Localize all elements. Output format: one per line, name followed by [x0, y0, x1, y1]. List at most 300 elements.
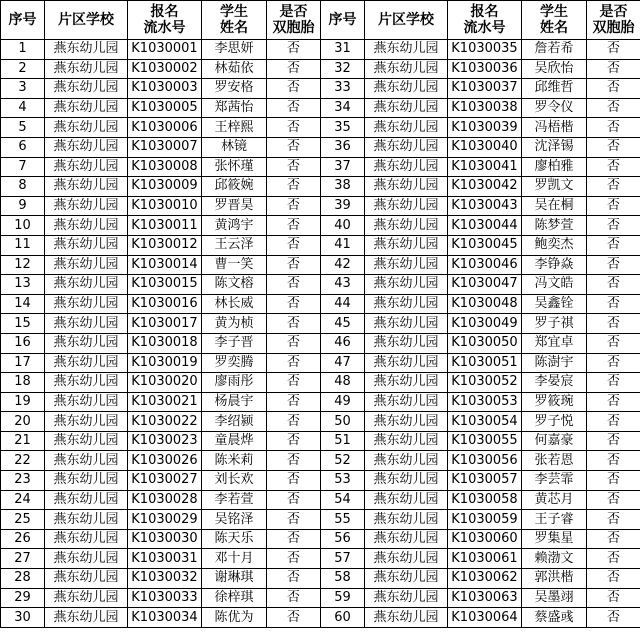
- cell-twin: 否: [587, 529, 640, 549]
- header-num-label-2: 流水号: [143, 20, 186, 36]
- cell-twin: 否: [587, 118, 640, 138]
- cell-twin: 否: [267, 157, 321, 177]
- cell-school: 燕东幼儿园: [45, 490, 128, 510]
- cell-school: 燕东幼儿园: [45, 216, 128, 236]
- cell-twin: 否: [267, 79, 321, 99]
- cell-name: 陈文榕: [202, 275, 267, 295]
- cell-name: 吴墨翊: [522, 588, 587, 608]
- cell-school: 燕东幼儿园: [365, 490, 448, 510]
- cell-seq: 35: [321, 118, 365, 138]
- cell-name: 王梓熙: [202, 118, 267, 138]
- cell-school: 燕东幼儿园: [45, 294, 128, 314]
- cell-name: 吴在桐: [522, 196, 587, 216]
- cell-num: K1030033: [128, 588, 202, 608]
- cell-name: 罗安格: [202, 79, 267, 99]
- cell-num: K1030027: [128, 471, 202, 491]
- cell-twin: 否: [587, 353, 640, 373]
- cell-twin: 否: [587, 137, 640, 157]
- header-twin-label-1: 是否: [279, 4, 308, 20]
- header-row: [1, 1, 640, 40]
- cell-twin: 否: [587, 373, 640, 393]
- cell-school: 燕东幼儿园: [45, 373, 128, 393]
- header-name-right: [522, 1, 587, 40]
- cell-twin: 否: [267, 353, 321, 373]
- cell-school: 燕东幼儿园: [45, 177, 128, 197]
- cell-school: 燕东幼儿园: [365, 118, 448, 138]
- header-twin-label-1: 是否: [599, 4, 628, 20]
- cell-name: 谢琳琪: [202, 569, 267, 589]
- cell-num: K1030022: [128, 412, 202, 432]
- header-name-left: [202, 1, 267, 40]
- cell-seq: 16: [1, 333, 45, 353]
- cell-seq: 40: [321, 216, 365, 236]
- cell-num: K1030043: [448, 196, 522, 216]
- cell-school: 燕东幼儿园: [45, 451, 128, 471]
- cell-seq: 2: [1, 59, 45, 79]
- cell-num: K1030059: [448, 510, 522, 530]
- cell-seq: 3: [1, 79, 45, 99]
- cell-school: 燕东幼儿园: [45, 471, 128, 491]
- cell-seq: 20: [1, 412, 45, 432]
- cell-twin: 否: [587, 79, 640, 99]
- cell-seq: 54: [321, 490, 365, 510]
- cell-num: K1030035: [448, 40, 522, 60]
- cell-name: 罗令仪: [522, 98, 587, 118]
- cell-twin: 否: [267, 255, 321, 275]
- cell-twin: 否: [267, 333, 321, 353]
- cell-num: K1030050: [448, 333, 522, 353]
- cell-twin: 否: [267, 196, 321, 216]
- table-row: [1, 275, 640, 295]
- cell-seq: 22: [1, 451, 45, 471]
- cell-name: 黄鸿宇: [202, 216, 267, 236]
- cell-num: K1030062: [448, 569, 522, 589]
- cell-school: 燕东幼儿园: [365, 451, 448, 471]
- cell-seq: 53: [321, 471, 365, 491]
- cell-twin: 否: [267, 177, 321, 197]
- header-name-label-2: 姓名: [220, 20, 248, 36]
- cell-num: K1030016: [128, 294, 202, 314]
- cell-seq: 36: [321, 137, 365, 157]
- cell-seq: 28: [1, 569, 45, 589]
- header-twin-label-2: 双胞胎: [272, 20, 315, 36]
- cell-twin: 否: [267, 431, 321, 451]
- cell-seq: 58: [321, 569, 365, 589]
- table-row: [1, 529, 640, 549]
- table-row: [1, 353, 640, 373]
- cell-twin: 否: [587, 235, 640, 255]
- table-row: [1, 235, 640, 255]
- cell-school: 燕东幼儿园: [365, 275, 448, 295]
- header-num-right: [448, 1, 522, 40]
- cell-twin: 否: [587, 59, 640, 79]
- cell-num: K1030021: [128, 392, 202, 412]
- cell-school: 燕东幼儿园: [365, 79, 448, 99]
- cell-name: 邱维哲: [522, 79, 587, 99]
- cell-school: 燕东幼儿园: [365, 412, 448, 432]
- cell-num: K1030034: [128, 608, 202, 628]
- cell-school: 燕东幼儿园: [365, 431, 448, 451]
- cell-seq: 50: [321, 412, 365, 432]
- cell-seq: 47: [321, 353, 365, 373]
- cell-school: 燕东幼儿园: [45, 353, 128, 373]
- cell-num: K1030032: [128, 569, 202, 589]
- cell-name: 曹一笑: [202, 255, 267, 275]
- table-row: [1, 98, 640, 118]
- cell-num: K1030064: [448, 608, 522, 628]
- header-school-label: 片区学校: [378, 12, 434, 28]
- cell-num: K1030058: [448, 490, 522, 510]
- cell-name: 邱筱婉: [202, 177, 267, 197]
- cell-name: 徐梓琪: [202, 588, 267, 608]
- cell-seq: 19: [1, 392, 45, 412]
- header-twin-right: [587, 1, 640, 40]
- cell-school: 燕东幼儿园: [365, 471, 448, 491]
- cell-seq: 56: [321, 529, 365, 549]
- cell-seq: 57: [321, 549, 365, 569]
- cell-seq: 30: [1, 608, 45, 628]
- table-row: [1, 412, 640, 432]
- header-name-label-2: 姓名: [540, 20, 568, 36]
- cell-name: 冯文皓: [522, 275, 587, 295]
- cell-school: 燕东幼儿园: [45, 137, 128, 157]
- cell-twin: 否: [587, 294, 640, 314]
- cell-num: K1030060: [448, 529, 522, 549]
- cell-seq: 7: [1, 157, 45, 177]
- cell-num: K1030030: [128, 529, 202, 549]
- cell-name: 罗晋昊: [202, 196, 267, 216]
- header-num-left: [128, 1, 202, 40]
- cell-name: 廖雨彤: [202, 373, 267, 393]
- cell-twin: 否: [267, 118, 321, 138]
- table-row: [1, 608, 640, 628]
- cell-school: 燕东幼儿园: [365, 314, 448, 334]
- cell-name: 林镜: [202, 137, 267, 157]
- header-seq-label: 序号: [328, 12, 357, 28]
- cell-name: 林长威: [202, 294, 267, 314]
- cell-name: 李子晋: [202, 333, 267, 353]
- cell-seq: 10: [1, 216, 45, 236]
- cell-seq: 31: [321, 40, 365, 60]
- cell-twin: 否: [267, 549, 321, 569]
- cell-twin: 否: [587, 588, 640, 608]
- cell-num: K1030052: [448, 373, 522, 393]
- header-seq-label: 序号: [8, 12, 37, 28]
- cell-seq: 29: [1, 588, 45, 608]
- cell-name: 张若恩: [522, 451, 587, 471]
- cell-seq: 18: [1, 373, 45, 393]
- cell-twin: 否: [587, 40, 640, 60]
- cell-name: 林茹依: [202, 59, 267, 79]
- cell-twin: 否: [587, 157, 640, 177]
- cell-school: 燕东幼儿园: [365, 137, 448, 157]
- cell-name: 陈优为: [202, 608, 267, 628]
- cell-seq: 11: [1, 235, 45, 255]
- cell-num: K1030023: [128, 431, 202, 451]
- cell-twin: 否: [587, 510, 640, 530]
- cell-num: K1030037: [448, 79, 522, 99]
- cell-num: K1030040: [448, 137, 522, 157]
- cell-num: K1030015: [128, 275, 202, 295]
- cell-name: 廖柏雅: [522, 157, 587, 177]
- cell-school: 燕东幼儿园: [45, 79, 128, 99]
- header-twin-label-2: 双胞胎: [592, 20, 635, 36]
- cell-seq: 26: [1, 529, 45, 549]
- cell-name: 黄芯月: [522, 490, 587, 510]
- cell-school: 燕东幼儿园: [45, 333, 128, 353]
- cell-name: 童晨烨: [202, 431, 267, 451]
- cell-twin: 否: [267, 471, 321, 491]
- cell-school: 燕东幼儿园: [365, 392, 448, 412]
- table-row: [1, 451, 640, 471]
- table-row: [1, 294, 640, 314]
- cell-school: 燕东幼儿园: [45, 510, 128, 530]
- cell-num: K1030009: [128, 177, 202, 197]
- header-seq-left: [1, 1, 45, 40]
- cell-seq: 9: [1, 196, 45, 216]
- cell-num: K1030044: [448, 216, 522, 236]
- cell-twin: 否: [267, 314, 321, 334]
- cell-name: 吴铭泽: [202, 510, 267, 530]
- cell-num: K1030039: [448, 118, 522, 138]
- cell-seq: 8: [1, 177, 45, 197]
- cell-school: 燕东幼儿园: [365, 333, 448, 353]
- table-row: [1, 177, 640, 197]
- cell-seq: 48: [321, 373, 365, 393]
- cell-twin: 否: [587, 569, 640, 589]
- header-name-label-1: 学生: [540, 4, 568, 20]
- cell-school: 燕东幼儿园: [365, 98, 448, 118]
- cell-school: 燕东幼儿园: [365, 588, 448, 608]
- cell-num: K1030017: [128, 314, 202, 334]
- cell-name: 郑茜怡: [202, 98, 267, 118]
- cell-seq: 1: [1, 40, 45, 60]
- cell-num: K1030042: [448, 177, 522, 197]
- header-num-label-2: 流水号: [463, 20, 506, 36]
- cell-seq: 23: [1, 471, 45, 491]
- cell-school: 燕东幼儿园: [365, 59, 448, 79]
- cell-twin: 否: [587, 471, 640, 491]
- cell-school: 燕东幼儿园: [45, 98, 128, 118]
- cell-twin: 否: [587, 275, 640, 295]
- cell-name: 罗奕腾: [202, 353, 267, 373]
- cell-twin: 否: [267, 569, 321, 589]
- cell-name: 陈澍宇: [522, 353, 587, 373]
- table-row: [1, 59, 640, 79]
- cell-num: K1030031: [128, 549, 202, 569]
- cell-school: 燕东幼儿园: [45, 569, 128, 589]
- cell-twin: 否: [267, 59, 321, 79]
- cell-name: 李思妍: [202, 40, 267, 60]
- cell-seq: 51: [321, 431, 365, 451]
- cell-name: 蔡盛彧: [522, 608, 587, 628]
- cell-twin: 否: [267, 98, 321, 118]
- cell-name: 李晏宸: [522, 373, 587, 393]
- cell-num: K1030049: [448, 314, 522, 334]
- cell-twin: 否: [267, 392, 321, 412]
- cell-twin: 否: [267, 510, 321, 530]
- cell-seq: 32: [321, 59, 365, 79]
- cell-seq: 55: [321, 510, 365, 530]
- table-row: [1, 373, 640, 393]
- header-num-label-1: 报名: [470, 4, 499, 20]
- cell-twin: 否: [267, 451, 321, 471]
- cell-twin: 否: [267, 588, 321, 608]
- cell-name: 王子睿: [522, 510, 587, 530]
- cell-school: 燕东幼儿园: [365, 216, 448, 236]
- cell-seq: 52: [321, 451, 365, 471]
- cell-twin: 否: [267, 40, 321, 60]
- table-row: [1, 471, 640, 491]
- cell-twin: 否: [267, 235, 321, 255]
- cell-twin: 否: [267, 275, 321, 295]
- cell-name: 张怀瑾: [202, 157, 267, 177]
- cell-twin: 否: [267, 216, 321, 236]
- cell-twin: 否: [267, 373, 321, 393]
- cell-name: 李若萱: [202, 490, 267, 510]
- cell-seq: 15: [1, 314, 45, 334]
- cell-school: 燕东幼儿园: [45, 235, 128, 255]
- cell-school: 燕东幼儿园: [45, 196, 128, 216]
- cell-seq: 14: [1, 294, 45, 314]
- cell-name: 詹若希: [522, 40, 587, 60]
- cell-twin: 否: [587, 451, 640, 471]
- cell-school: 燕东幼儿园: [365, 549, 448, 569]
- cell-twin: 否: [267, 137, 321, 157]
- cell-num: K1030003: [128, 79, 202, 99]
- cell-name: 何嘉豪: [522, 431, 587, 451]
- cell-twin: 否: [267, 294, 321, 314]
- header-name-label-1: 学生: [220, 4, 248, 20]
- cell-seq: 33: [321, 79, 365, 99]
- table-row: [1, 79, 640, 99]
- cell-num: K1030054: [448, 412, 522, 432]
- cell-school: 燕东幼儿园: [45, 314, 128, 334]
- cell-school: 燕东幼儿园: [45, 118, 128, 138]
- cell-seq: 60: [321, 608, 365, 628]
- cell-name: 陈天乐: [202, 529, 267, 549]
- cell-twin: 否: [587, 177, 640, 197]
- cell-school: 燕东幼儿园: [365, 353, 448, 373]
- cell-seq: 49: [321, 392, 365, 412]
- cell-num: K1030006: [128, 118, 202, 138]
- cell-name: 陈米莉: [202, 451, 267, 471]
- header-school-right: [365, 1, 448, 40]
- table-row: [1, 40, 640, 60]
- cell-school: 燕东幼儿园: [365, 177, 448, 197]
- cell-twin: 否: [587, 490, 640, 510]
- cell-num: K1030002: [128, 59, 202, 79]
- cell-num: K1030061: [448, 549, 522, 569]
- cell-school: 燕东幼儿园: [45, 608, 128, 628]
- cell-seq: 6: [1, 137, 45, 157]
- cell-seq: 37: [321, 157, 365, 177]
- cell-school: 燕东幼儿园: [365, 373, 448, 393]
- cell-seq: 43: [321, 275, 365, 295]
- cell-school: 燕东幼儿园: [45, 392, 128, 412]
- cell-twin: 否: [267, 490, 321, 510]
- cell-school: 燕东幼儿园: [45, 588, 128, 608]
- cell-num: K1030011: [128, 216, 202, 236]
- cell-school: 燕东幼儿园: [365, 235, 448, 255]
- cell-twin: 否: [587, 608, 640, 628]
- cell-seq: 4: [1, 98, 45, 118]
- cell-num: K1030063: [448, 588, 522, 608]
- cell-school: 燕东幼儿园: [45, 59, 128, 79]
- cell-school: 燕东幼儿园: [365, 569, 448, 589]
- cell-num: K1030048: [448, 294, 522, 314]
- cell-school: 燕东幼儿园: [45, 529, 128, 549]
- cell-school: 燕东幼儿园: [45, 412, 128, 432]
- cell-num: K1030028: [128, 490, 202, 510]
- cell-num: K1030007: [128, 137, 202, 157]
- cell-num: K1030053: [448, 392, 522, 412]
- cell-name: 陈梦萱: [522, 216, 587, 236]
- cell-name: 李绍颍: [202, 412, 267, 432]
- cell-num: K1030001: [128, 40, 202, 60]
- table-row: [1, 216, 640, 236]
- cell-num: K1030019: [128, 353, 202, 373]
- table-row: [1, 588, 640, 608]
- cell-school: 燕东幼儿园: [45, 255, 128, 275]
- cell-name: 罗子祺: [522, 314, 587, 334]
- header-school-left: [45, 1, 128, 40]
- table-row: [1, 333, 640, 353]
- cell-num: K1030047: [448, 275, 522, 295]
- table-row: [1, 196, 640, 216]
- cell-num: K1030036: [448, 59, 522, 79]
- cell-twin: 否: [587, 412, 640, 432]
- cell-num: K1030010: [128, 196, 202, 216]
- cell-name: 沈泽锡: [522, 137, 587, 157]
- header-num-label-1: 报名: [150, 4, 179, 20]
- cell-seq: 13: [1, 275, 45, 295]
- cell-num: K1030012: [128, 235, 202, 255]
- cell-twin: 否: [587, 216, 640, 236]
- cell-num: K1030038: [448, 98, 522, 118]
- cell-seq: 42: [321, 255, 365, 275]
- cell-seq: 38: [321, 177, 365, 197]
- cell-school: 燕东幼儿园: [45, 275, 128, 295]
- cell-name: 黄为桢: [202, 314, 267, 334]
- cell-name: 吴鑫铨: [522, 294, 587, 314]
- cell-name: 杨晨宇: [202, 392, 267, 412]
- cell-num: K1030020: [128, 373, 202, 393]
- cell-school: 燕东幼儿园: [365, 40, 448, 60]
- cell-num: K1030005: [128, 98, 202, 118]
- cell-num: K1030045: [448, 235, 522, 255]
- cell-school: 燕东幼儿园: [365, 294, 448, 314]
- cell-seq: 25: [1, 510, 45, 530]
- cell-twin: 否: [587, 392, 640, 412]
- cell-school: 燕东幼儿园: [45, 431, 128, 451]
- cell-twin: 否: [267, 608, 321, 628]
- cell-num: K1030014: [128, 255, 202, 275]
- cell-school: 燕东幼儿园: [45, 157, 128, 177]
- cell-num: K1030008: [128, 157, 202, 177]
- header-school-label: 片区学校: [58, 12, 114, 28]
- cell-school: 燕东幼儿园: [365, 529, 448, 549]
- cell-seq: 27: [1, 549, 45, 569]
- cell-seq: 41: [321, 235, 365, 255]
- cell-name: 赖渤文: [522, 549, 587, 569]
- cell-seq: 39: [321, 196, 365, 216]
- cell-seq: 45: [321, 314, 365, 334]
- cell-name: 鲍奕杰: [522, 235, 587, 255]
- table-row: [1, 431, 640, 451]
- table-row: [1, 490, 640, 510]
- cell-school: 燕东幼儿园: [45, 549, 128, 569]
